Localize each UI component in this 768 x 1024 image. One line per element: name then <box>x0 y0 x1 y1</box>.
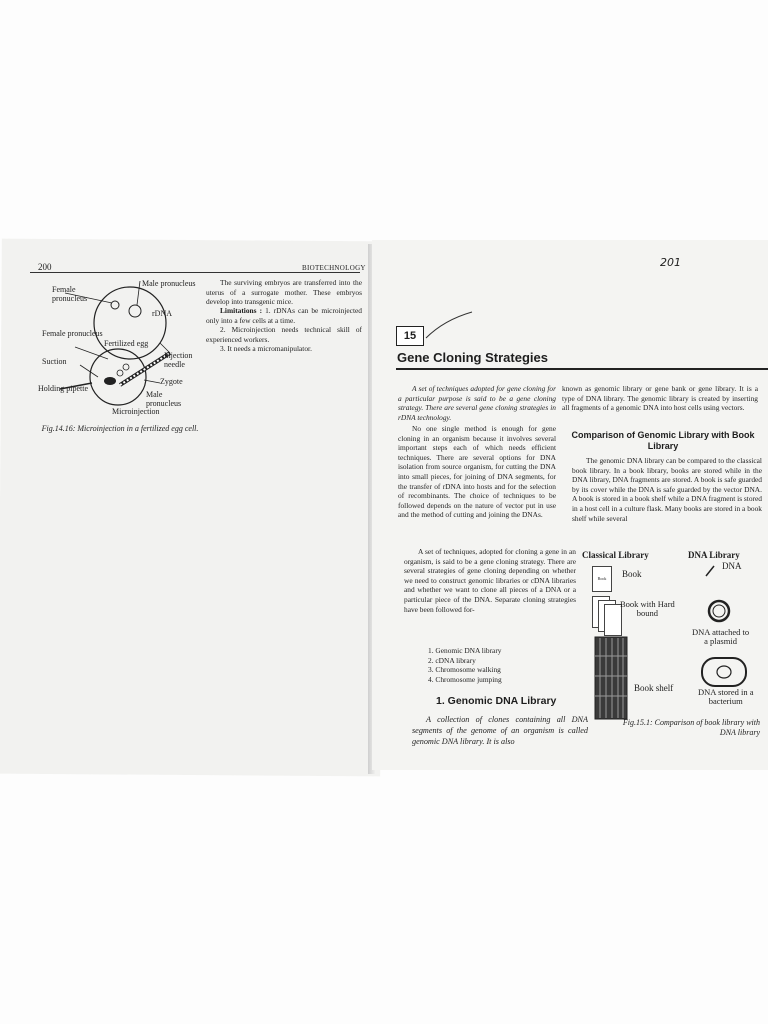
limitation-2: 2. Microinjection needs technical skill of experienced workers. <box>206 325 362 344</box>
male-pronucleus-shape <box>129 305 141 317</box>
bacterium-icon <box>700 656 748 688</box>
bookshelf-icon <box>594 636 628 720</box>
fig-label-microinjection: Microinjection <box>112 407 160 416</box>
fig-label-rdna: rDNA <box>152 309 172 318</box>
holding-pipette-tip <box>104 377 116 385</box>
header-rule <box>30 272 360 273</box>
fig-label-male-pronucleus: Male pronucleus <box>142 279 196 288</box>
fig-label-holding-pipette: Holding pipette <box>38 384 88 393</box>
pen-stroke-mark <box>424 310 474 340</box>
section-intro: A collection of clones containing all DNA segments of the genome of an organism is called genomic DNA library. It is also <box>412 715 588 746</box>
chapter-title: Gene Cloning Strategies <box>397 350 548 365</box>
fig-label-fertilized-egg: Fertilized egg <box>104 339 149 348</box>
chapter-title-rule <box>396 368 768 370</box>
book-icon-label: Book <box>597 576 607 581</box>
fig-label-book-shelf: Book shelf <box>634 683 674 693</box>
strategy-list-item: 2. cDNA library <box>428 655 476 665</box>
left-para-surviving-embryos: The surviving embryos are transferred into the uterus of a surrogate mother. These embryos develop into transgenic mice. <box>206 278 362 307</box>
fig-header-dna-library: DNA Library <box>688 550 740 560</box>
dna-strand-icon <box>704 564 724 578</box>
right-page-number-handwritten: 201 <box>660 256 681 269</box>
fig-label-dna-plasmid: DNA attached to a plasmid <box>692 627 750 646</box>
strategy-list-item: 3. Chromosome walking <box>428 665 501 675</box>
limitation-1: 1. rDNAs can be microinjected only into a few cells at a time. <box>206 306 362 325</box>
plasmid-icon <box>706 598 732 624</box>
col1-intro: A set of techniques adopted for gene cloning for a particular purpose is said to be a gene cloning strategy. There are several gene cloning strategies in rDNA technology. <box>398 384 556 422</box>
fig-label-female-pronucleus-top: Female pronucleus <box>52 285 88 303</box>
fig-label-book: Book <box>622 569 642 579</box>
left-page-number: 200 <box>38 262 52 272</box>
fig-label-suction: Suction <box>42 357 67 366</box>
right-figure-caption: Fig.15.1: Comparison of book library with DNA library <box>622 718 760 737</box>
fig-label-zygote: Zygote <box>160 377 183 386</box>
running-head: BIOTECHNOLOGY <box>302 264 366 272</box>
fig-label-female-pronucleus: Female pronucleus <box>42 329 103 338</box>
comparison-subheading: Comparison of Genomic Library with Book Library <box>571 430 755 451</box>
section-heading-genomic-dna-library: 1. Genomic DNA Library <box>436 695 557 707</box>
fig-label-book-hard-bound: Book with Hard bound <box>620 599 675 618</box>
fig-label-injection-needle: Injection needle <box>164 351 193 369</box>
limitation-3: 3. It needs a micromanipulator. <box>220 344 312 354</box>
limitations-label: Limitations : <box>220 306 263 315</box>
fig-label-dna-bacterium: DNA stored in a bacterium <box>698 687 754 706</box>
col1-para3: A set of techniques, adopted for cloning a gene in an organism, is said to be a gene cloning strategy. There are several strategies of gene cloning depending on whether we need to construct genomic libraries or cDNA libraries and whether we want to clone all pieces of a DNA or a particular piece of the DNA. Separate cloning strategies have been followed for- <box>404 547 576 614</box>
col2-para2: The genomic DNA library can be compared to the classical book library. In a book library, books are stored while in the DNA library, DNA fragments are stored. A book is safe guarded by its cover while the DNA is safe guarded by the vector DNA. A book is stored in a book shelf while a DNA fragment is stored in a host cell in a culture flask. Many books are stored in a book shelf while several <box>572 456 762 523</box>
col2-para1: known as genomic library or gene bank or gene library. It is a type of DNA library. The genomic library is created by inserting all fragments of a genomic DNA into host cells using vectors. <box>562 384 758 413</box>
egg-cell-shape <box>94 287 166 359</box>
strategy-list <box>428 646 578 684</box>
left-limitations-block <box>206 306 362 354</box>
fig-label-male-pronucleus-bottom: Male pronucleus <box>146 390 182 408</box>
chapter-number-badge: 15 <box>396 326 424 346</box>
strategy-list-item: 1. Genomic DNA library <box>428 646 502 655</box>
female-pronucleus-shape <box>111 301 119 309</box>
fig-label-dna: DNA <box>722 561 742 571</box>
fig-header-classical-library: Classical Library <box>582 550 649 560</box>
strategy-list-item: 4. Chromosome jumping <box>428 674 502 684</box>
left-figure-caption: Fig.14.16: Microinjection in a fertilized egg cell. <box>41 424 199 433</box>
col1-para2: No one single method is enough for gene cloning in an organism because it involves several important steps each of which needs efficient techniques. There are several options for DNA isolation from source organism, for cutting the DNA into small pieces, for joining of DNA segments, for the transfer of rDNA into hosts and for the selection of recombinants. The choice of techniques to be followed depends on the nature of vector put in use and the method of cutting and joining the DNAs. <box>398 424 556 520</box>
book-icon <box>592 566 612 592</box>
